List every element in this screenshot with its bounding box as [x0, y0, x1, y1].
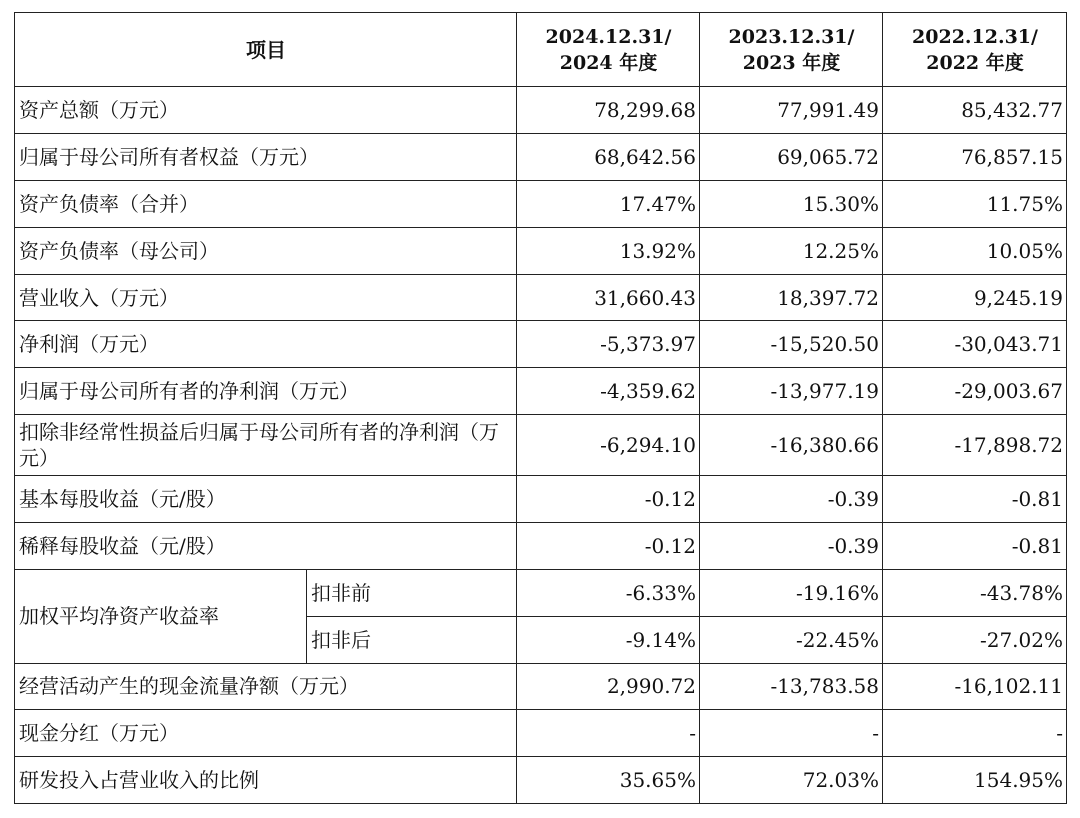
- row-label: 基本每股收益（元/股）: [15, 476, 517, 523]
- cell-value: -0.39: [700, 523, 883, 570]
- cell-value: 17.47%: [517, 180, 700, 227]
- cell-value: 154.95%: [883, 757, 1067, 804]
- cell-value: 11.75%: [883, 180, 1067, 227]
- cell-value: -0.81: [883, 523, 1067, 570]
- header-row: [15, 13, 1067, 87]
- cell-value: -0.39: [700, 476, 883, 523]
- cell-value: -15,520.50: [700, 321, 883, 368]
- row-label: 营业收入（万元）: [15, 274, 517, 321]
- cell-value: 15.30%: [700, 180, 883, 227]
- row-label: 研发投入占营业收入的比例: [15, 757, 517, 804]
- cell-value: 68,642.56: [517, 134, 700, 181]
- cell-value: 12.25%: [700, 227, 883, 274]
- row-label: 稀释每股收益（元/股）: [15, 523, 517, 570]
- cell-value: -5,373.97: [517, 321, 700, 368]
- row-label: 资产总额（万元）: [15, 87, 517, 134]
- roe-after-label: 扣非后: [307, 616, 517, 663]
- cell-value: -6.33%: [517, 569, 700, 616]
- table-row: [15, 476, 1067, 523]
- row-label: 扣除非经常性损益后归属于母公司所有者的净利润（万元）: [15, 415, 517, 476]
- cell-value: 31,660.43: [517, 274, 700, 321]
- cell-value: 85,432.77: [883, 87, 1067, 134]
- cell-value: 77,991.49: [700, 87, 883, 134]
- cell-value: 10.05%: [883, 227, 1067, 274]
- cell-value: 72.03%: [700, 757, 883, 804]
- cell-value: 18,397.72: [700, 274, 883, 321]
- table-row: [15, 134, 1067, 181]
- cell-value: -0.12: [517, 523, 700, 570]
- cell-value: -43.78%: [883, 569, 1067, 616]
- roe-label: 加权平均净资产收益率: [15, 569, 307, 663]
- cell-value: -19.16%: [700, 569, 883, 616]
- row-label: 经营活动产生的现金流量净额（万元）: [15, 663, 517, 710]
- table-row: [15, 368, 1067, 415]
- cell-value: -17,898.72: [883, 415, 1067, 476]
- cell-value: 76,857.15: [883, 134, 1067, 181]
- cell-value: -0.81: [883, 476, 1067, 523]
- cell-value: -30,043.71: [883, 321, 1067, 368]
- table-row: [15, 180, 1067, 227]
- cell-value: -9.14%: [517, 616, 700, 663]
- table-row: [15, 87, 1067, 134]
- header-2023: 2023.12.31/ 2023 年度: [700, 13, 883, 87]
- row-label: 归属于母公司所有者权益（万元）: [15, 134, 517, 181]
- cell-value: 35.65%: [517, 757, 700, 804]
- row-label: 资产负债率（合并）: [15, 180, 517, 227]
- cell-value: -0.12: [517, 476, 700, 523]
- table-row: [15, 321, 1067, 368]
- cell-value: -: [883, 710, 1067, 757]
- table-row: [15, 415, 1067, 476]
- roe-before-label: 扣非前: [307, 569, 517, 616]
- table-row: [15, 523, 1067, 570]
- cell-value: -: [517, 710, 700, 757]
- table-row: [15, 663, 1067, 710]
- cell-value: -13,977.19: [700, 368, 883, 415]
- cell-value: 2,990.72: [517, 663, 700, 710]
- cell-value: 78,299.68: [517, 87, 700, 134]
- header-2022: 2022.12.31/ 2022 年度: [883, 13, 1067, 87]
- cell-value: -13,783.58: [700, 663, 883, 710]
- cell-value: -6,294.10: [517, 415, 700, 476]
- row-label: 净利润（万元）: [15, 321, 517, 368]
- header-2024: 2024.12.31/ 2024 年度: [517, 13, 700, 87]
- table-row: [15, 569, 1067, 616]
- cell-value: 9,245.19: [883, 274, 1067, 321]
- table-row: [15, 227, 1067, 274]
- row-label: 归属于母公司所有者的净利润（万元）: [15, 368, 517, 415]
- cell-value: -27.02%: [883, 616, 1067, 663]
- cell-value: -16,380.66: [700, 415, 883, 476]
- cell-value: -29,003.67: [883, 368, 1067, 415]
- cell-value: -22.45%: [700, 616, 883, 663]
- cell-value: 69,065.72: [700, 134, 883, 181]
- row-label: 资产负债率（母公司）: [15, 227, 517, 274]
- table-row: [15, 710, 1067, 757]
- table-row: [15, 274, 1067, 321]
- header-item: 项目: [15, 13, 517, 87]
- financial-indicators-table: [14, 12, 1067, 804]
- cell-value: -4,359.62: [517, 368, 700, 415]
- row-label: 现金分红（万元）: [15, 710, 517, 757]
- cell-value: -: [700, 710, 883, 757]
- cell-value: -16,102.11: [883, 663, 1067, 710]
- cell-value: 13.92%: [517, 227, 700, 274]
- table-row: [15, 757, 1067, 804]
